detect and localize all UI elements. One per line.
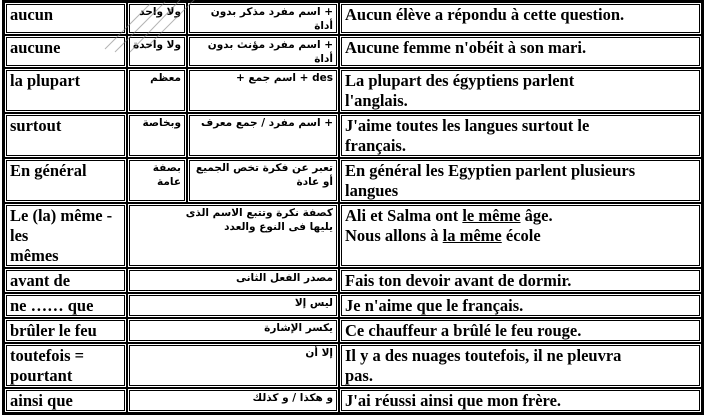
- example-text: Nous allons à: [345, 226, 443, 245]
- table-row: [4, 113, 702, 158]
- table-row: [4, 158, 702, 203]
- word-cell: toutefois = pourtant: [4, 343, 127, 388]
- example-cell: Ce chauffeur a brûlé le feu rouge.: [339, 318, 702, 343]
- example-text: âge.: [520, 206, 553, 225]
- word-cell: ainsi que: [4, 388, 127, 413]
- table-row: [4, 343, 702, 388]
- table-row: [4, 2, 702, 35]
- example-text: école: [501, 226, 541, 245]
- rule-cell: ليس إلا: [127, 293, 339, 318]
- example-cell: Je n'aime que le français.: [339, 293, 702, 318]
- underlined-word: le même: [462, 206, 521, 225]
- arabic-meaning-cell: ولا واحدة: [127, 35, 187, 68]
- example-cell: Aucun élève a répondu à cette question.: [339, 2, 702, 35]
- arabic-meaning-cell: وبخاصة: [127, 113, 187, 158]
- rule-cell: تعبر عن فكرة تخص الجميع أو عادة: [187, 158, 339, 203]
- arabic-meaning-cell: ولا واحد: [127, 2, 187, 35]
- word-cell: brûler le feu: [4, 318, 127, 343]
- example-cell: Aucune femme n'obéit à son mari.: [339, 35, 702, 68]
- rule-cell: + اسم مفرد مذكر بدون أداة: [187, 2, 339, 35]
- word-cell: aucun: [4, 2, 127, 35]
- word-cell: aucune: [4, 35, 127, 68]
- word-cell: En général: [4, 158, 127, 203]
- table-row: [4, 203, 702, 268]
- word-cell: Le (la) même - les mêmes: [4, 203, 127, 268]
- word-cell: ne …… que: [4, 293, 127, 318]
- word-cell: avant de: [4, 268, 127, 293]
- rule-cell: و هكذا / و كذلك: [127, 388, 339, 413]
- example-cell: J'aime toutes les langues surtout le français.: [339, 113, 702, 158]
- example-cell: En général les Egyptien parlent plusieurs langues: [339, 158, 702, 203]
- example-cell: [339, 203, 702, 268]
- rule-cell: des + اسم جمع +: [187, 68, 339, 113]
- example-cell: La plupart des égyptiens parlent l'anglais.: [339, 68, 702, 113]
- table-row: [4, 35, 702, 68]
- rule-cell: إلا أن: [127, 343, 339, 388]
- arabic-meaning-cell: معظم: [127, 68, 187, 113]
- arabic-meaning-cell: بصفة عامة: [127, 158, 187, 203]
- table-row: [4, 268, 702, 293]
- table-row: [4, 318, 702, 343]
- example-text: Ali et Salma ont: [345, 206, 463, 225]
- example-cell: Fais ton devoir avant de dormir.: [339, 268, 702, 293]
- word-cell: surtout: [4, 113, 127, 158]
- rule-cell: + اسم مفرد / جمع معرف: [187, 113, 339, 158]
- rule-cell: كصفة نكرة وتتبع الاسم الذى يليها فى النوع والعدد: [127, 203, 339, 268]
- example-cell: Il y a des nuages toutefois, il ne pleuvra pas.: [339, 343, 702, 388]
- table-row: [4, 388, 702, 413]
- rule-cell: مصدر الفعل الثانى: [127, 268, 339, 293]
- rule-cell: يكسر الإشارة: [127, 318, 339, 343]
- rule-cell: + اسم مفرد مؤنث بدون أداة: [187, 35, 339, 68]
- example-cell: J'ai réussi ainsi que mon frère.: [339, 388, 702, 413]
- vocabulary-table: [2, 0, 704, 415]
- word-cell: la plupart: [4, 68, 127, 113]
- underlined-word: la même: [442, 226, 502, 245]
- table-row: [4, 293, 702, 318]
- table-row: [4, 68, 702, 113]
